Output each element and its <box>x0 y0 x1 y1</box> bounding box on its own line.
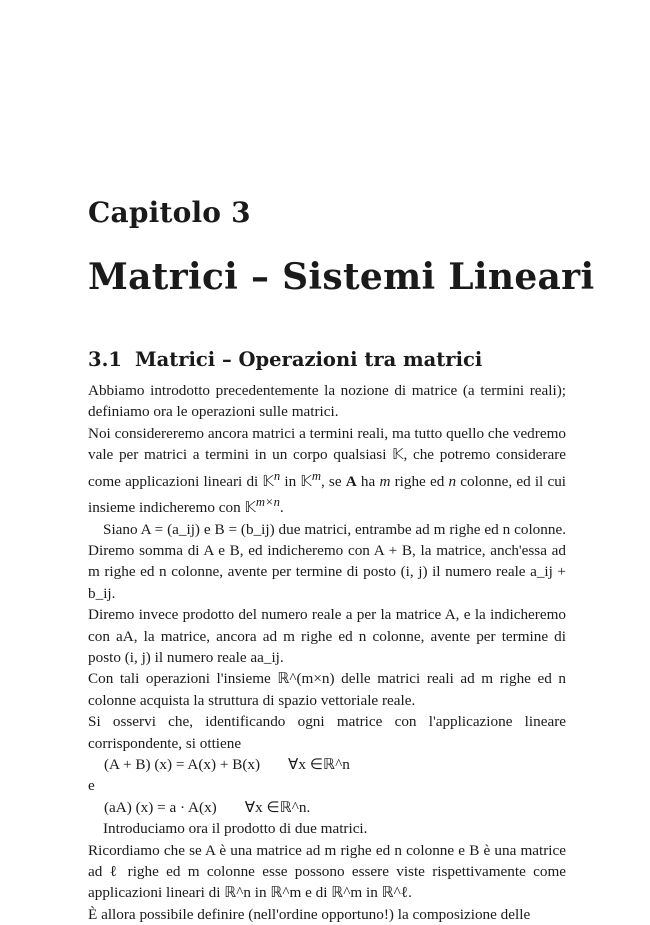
paragraph: Si osservi che, identificando ogni matrice con l'applicazione lineare corrispondente, si ottiene <box>88 713 566 752</box>
paragraph: Noi considereremo ancora matrici a termini reali, ma tutto quello che vedremo vale per matrici a termini in un corpo qualsiasi 𝕂, che potremo considerare come applicazioni lineari di 𝕂$^n$ in 𝕂$^m$, se A ha m righe ed n colonne, ed il cui insieme indicheremo con 𝕂$^{m\times n}$. <box>88 424 567 517</box>
equation: (aA) (x) = a · A(x) ∀x ∈ℝ^n. <box>104 798 311 816</box>
section-title: Matrici – Operazioni tra matrici <box>135 348 483 371</box>
paragraph: Con tali operazioni l'insieme ℝ^(m×n) delle matrici reali ad m righe ed n colonne acquista la struttura di spazio vettoriale reale. <box>88 670 566 709</box>
paragraph: Diremo invece prodotto del numero reale a per la matrice A, e la indicheremo con aA, la matrice, ancora ad m righe ed n colonne, avente per termine di posto (i, j) il numero reale aa_ij. <box>88 606 566 666</box>
section-number: 3.1 <box>88 348 122 371</box>
chapter-title: Matrici – Sistemi Lineari <box>88 256 595 298</box>
chapter-label: Capitolo 3 <box>88 196 251 229</box>
paragraph: Siano A = (a_ij) e B = (b_ij) due matrici, entrambe ad m righe ed n colonne. Diremo somma di A e B, ed indicheremo con A + B, la matrice, anch'essa ad m righe ed n colonne, avente per termine di posto (i, j) il numero reale a_ij + b_ij. <box>88 520 566 602</box>
paragraph: Ricordiamo che se A è una matrice ad m righe ed n colonne e B è una matrice ad ℓ righe ed m colonne esse possono essere viste rispettivamente come applicazioni lineari di ℝ^n in ℝ^m e di ℝ^m in ℝ^ℓ. <box>88 841 566 902</box>
paragraph: È allora possibile definire (nell'ordine opportuno!) la composizione delle <box>88 905 531 923</box>
paragraph: Introduciamo ora il prodotto di due matrici. <box>103 820 368 838</box>
paragraph: Abbiamo introdotto precedentemente la nozione di matrice (a termini reali); definiamo ora le operazioni sulle matrici. <box>88 382 566 421</box>
section-heading <box>88 348 482 371</box>
connector-word: e <box>88 777 95 795</box>
equation: (A + B) (x) = A(x) + B(x) ∀x ∈ℝ^n <box>104 756 350 774</box>
body-text <box>88 380 566 925</box>
